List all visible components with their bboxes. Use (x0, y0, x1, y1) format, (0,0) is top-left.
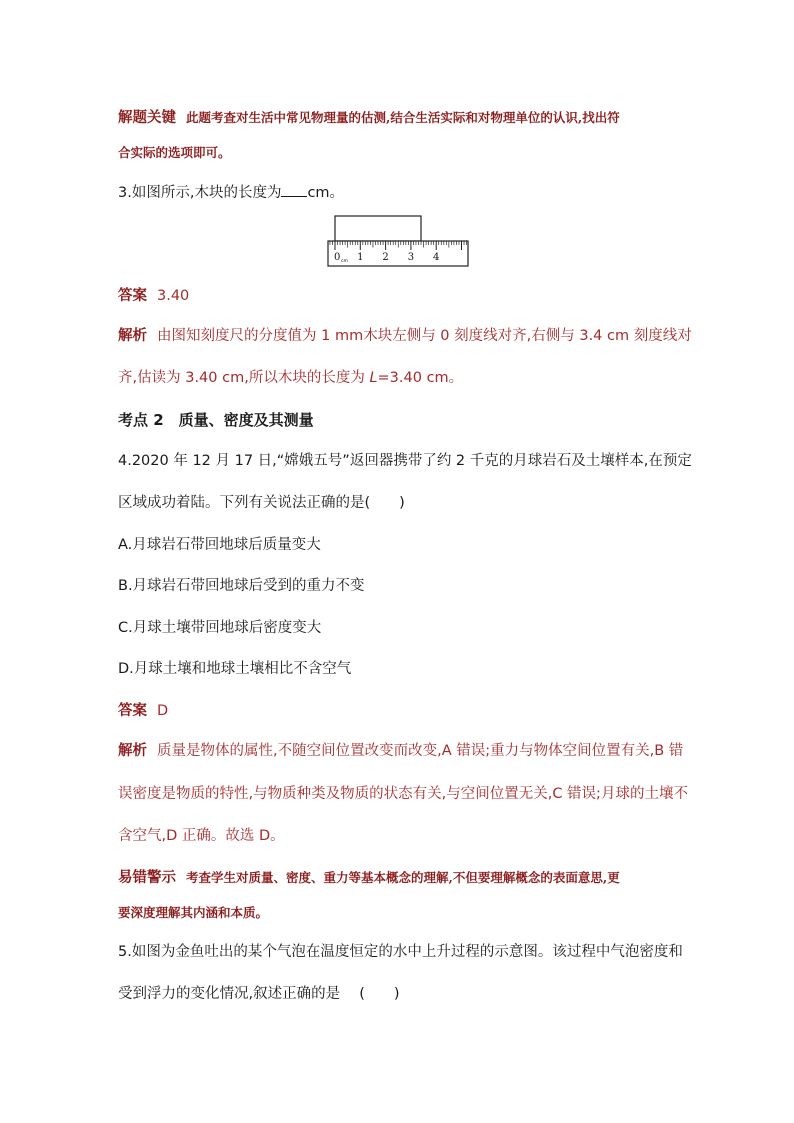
question-4-analysis-2 (118, 784, 688, 804)
tip-warning-text-1: 考查学生对质量、密度、重力等基本概念的理解,不但要理解概念的表面意思,更 (186, 870, 620, 885)
tip-warning-label: 易错警示 (118, 870, 176, 886)
option-a: A.月球岩石带回地球后质量变大 (118, 537, 321, 553)
question-5-stem-2: 受到浮力的变化情况,叙述正确的是 ( ) (118, 986, 400, 1002)
question-3-answer (118, 286, 688, 306)
analysis-text-1: 由图知刻度尺的分度值为 1 mm木块左侧与 0 刻度线对齐,右侧与 3.4 cm 刻度线对 (157, 328, 692, 344)
question-4-analysis-3 (118, 826, 688, 846)
answer-value: 3.40 (157, 288, 190, 304)
question-3-analysis-1 (118, 326, 692, 346)
question-3-analysis-2 (118, 368, 688, 388)
ruler-tick-label: 1 (357, 252, 364, 263)
option-b: B.月球岩石带回地球后受到的重力不变 (118, 578, 365, 594)
tip-warning-line-1 (118, 868, 688, 888)
question-4-stem-1: 4.2020 年 12 月 17 日,“嫦娥五号”返回器携带了约 2 千克的月球岩石及土壤样本,在预定 (118, 453, 692, 469)
question-3-stem-pre: 3.如图所示,木块的长度为 (118, 185, 282, 201)
ruler-tick-label: 2 (382, 252, 389, 263)
analysis-label: 解析 (118, 328, 147, 344)
analysis-variable: L (369, 370, 378, 386)
answer-label: 答案 (118, 288, 147, 304)
answer-value: D (157, 703, 169, 719)
ruler-unit-label: cm (341, 259, 348, 264)
analysis-text-2-post: =3.40 cm。 (377, 370, 464, 386)
option-c: C.月球土壤带回地球后密度变大 (118, 620, 322, 636)
tip-key-line-2 (118, 143, 688, 163)
analysis-text-2-pre: 齐,估读为 3.40 cm,所以木块的长度为 (118, 370, 370, 386)
wooden-block (335, 216, 421, 241)
section-heading: 考点 2 质量、密度及其测量 (118, 411, 314, 429)
analysis-label: 解析 (118, 743, 147, 759)
tip-key-line-1 (118, 108, 688, 128)
answer-label: 答案 (118, 703, 147, 719)
option-d: D.月球土壤和地球土壤相比不含空气 (118, 661, 352, 677)
ruler-tick-label: 3 (407, 252, 415, 263)
ruler-figure (326, 214, 470, 270)
ruler-diagram (326, 214, 470, 270)
tip-warning-line-2 (118, 903, 688, 923)
question-4-answer (118, 701, 688, 721)
question-5-stem-1: 5.如图为金鱼吐出的某个气泡在温度恒定的水中上升过程的示意图。该过程中气泡密度和 (118, 944, 683, 960)
question-4-stem-2: 区域成功着陆。下列有关说法正确的是( ) (118, 495, 405, 511)
question-3-stem-post: cm。 (307, 185, 345, 201)
question-4-analysis-1 (118, 741, 688, 761)
ruler-tick-label: 0 (334, 252, 341, 263)
analysis-text-2: 误密度是物质的特性,与物质种类及物质的状态有关,与空间位置无关,C 错误;月球的土壤不 (118, 786, 688, 802)
question-3-stem (118, 182, 688, 203)
answer-blank (281, 182, 307, 197)
tip-key-label: 解题关键 (118, 110, 176, 126)
analysis-text-1: 质量是物体的属性,不随空间位置改变而改变,A 错误;重力与物体空间位置有关,B 错 (157, 743, 684, 759)
ruler-tick-label: 4 (433, 252, 440, 263)
tip-key-text-2: 合实际的选项即可。 (118, 145, 231, 160)
tip-warning-text-2: 要深度理解其内涵和本质。 (118, 905, 269, 920)
tip-key-text-1: 此题考查对生活中常见物理量的估测,结合生活实际和对物理单位的认识,找出符 (186, 110, 620, 125)
analysis-text-3: 含空气,D 正确。故选 D。 (118, 828, 285, 844)
